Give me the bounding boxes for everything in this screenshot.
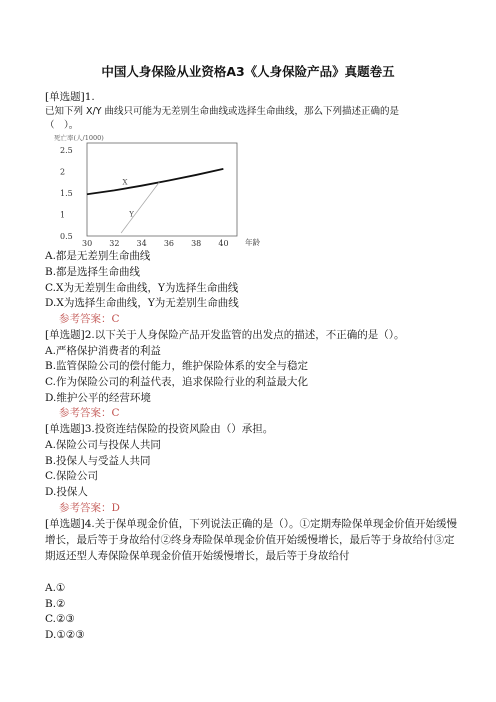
q1-header: [单选题]1. — [45, 91, 95, 103]
q3-option-d: D.投保人 — [45, 486, 88, 498]
mortality-chart — [40, 131, 275, 251]
q4-stem: [单选题]4.关于保单现金价值，下列说法正确的是（）。①定期寿险保单现金价值开始缓慢增长，最后等于身故给付②终身寿险保单现金价值开始缓慢增长，最后等于身故给付③定期返还型人寿保险保单现金价值开始缓慢增长，最后等于身故给付 — [45, 518, 457, 562]
chart-xlabel: 年龄 — [245, 238, 260, 247]
y-tick-label: 1.5 — [60, 189, 73, 198]
q2-option-d: D.维护公平的经营环境 — [45, 392, 151, 404]
x-tick-label: 36 — [163, 239, 175, 248]
x-tick-label: 40 — [218, 239, 229, 248]
q3-option-b: B.投保人与受益人共同 — [45, 455, 151, 467]
q3-stem: [单选题]3.投资连结保险的投资风险由（）承担。 — [45, 423, 274, 435]
x-tick-label: 34 — [136, 239, 147, 248]
plot-area — [87, 143, 237, 236]
q2-option-c: C.作为保险公司的利益代表，追求保险行业的利益最大化 — [45, 376, 308, 388]
q1-stem-line1: 已知下列 X/Y 曲线只可能为无差别生命曲线或选择生命曲线，那么下列描述正确的是 — [45, 106, 400, 117]
y-tick-label: 2 — [60, 167, 66, 177]
q2-stem: [单选题]2.以下关于人身保险产品开发监管的出发点的描述，不正确的是（）。 — [45, 329, 405, 341]
q3-option-a: A.保险公司与投保人共同 — [45, 439, 161, 451]
q4-option-a: A.① — [45, 582, 66, 594]
q1-answer: 参考答案：C — [59, 313, 120, 325]
series-y-label: Y — [129, 210, 134, 219]
q2-answer: 参考答案：C — [59, 407, 120, 419]
q4-option-d: D.①②③ — [45, 629, 85, 641]
q2-option-a: A.严格保护消费者的利益 — [45, 345, 161, 357]
series-x-label: X — [122, 178, 128, 187]
q4-option-c: C.②③ — [45, 613, 75, 625]
document-title: 中国人身保险从业资格A3《人身保险产品》真题卷五 — [101, 64, 395, 79]
q2-option-b: B.监管保险公司的偿付能力，维护保险体系的安全与稳定 — [45, 360, 309, 372]
y-tick-label: 1 — [60, 210, 66, 220]
y-tick-label: 0.5 — [60, 232, 73, 241]
q4-option-b: B.② — [45, 598, 66, 610]
x-tick-label: 38 — [191, 239, 202, 248]
q1-option-c: C.X为无差别生命曲线，Y为选择生命曲线 — [45, 282, 239, 294]
series-y-line — [121, 182, 159, 233]
y-tick-label: 2.5 — [60, 146, 73, 155]
x-tick-label: 30 — [82, 239, 93, 248]
q3-option-c: C.保险公司 — [45, 470, 98, 482]
x-tick-label: 32 — [109, 239, 120, 248]
q1-option-a: A.都是无差别生命曲线 — [45, 250, 151, 262]
q1-option-d: D.X为选择生命曲线，Y为无差别生命曲线 — [45, 297, 239, 309]
chart-ylabel: 死亡率(人/1000) — [54, 134, 104, 142]
q3-answer: 参考答案：D — [59, 502, 120, 514]
q1-stem-line2: （ ）。 — [45, 120, 79, 131]
series-x-line — [87, 169, 223, 194]
q1-option-b: B.都是选择生命曲线 — [45, 266, 141, 278]
